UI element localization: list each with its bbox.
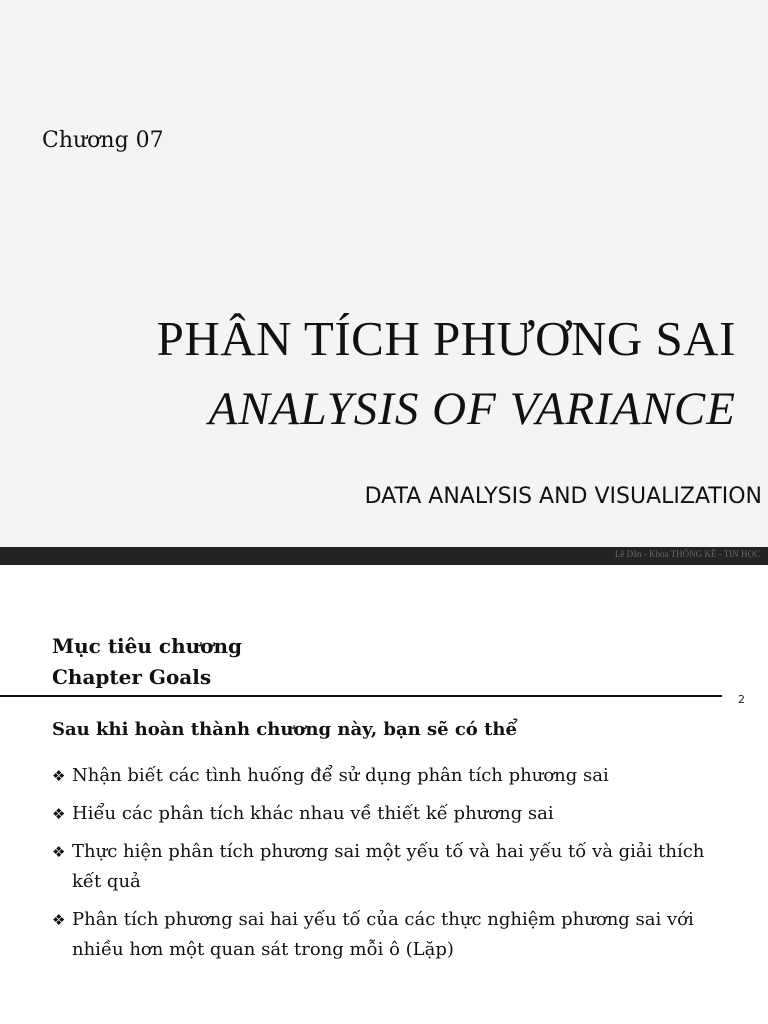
- course-name: DATA ANALYSIS AND VISUALIZATION: [364, 484, 762, 509]
- goals-heading: [52, 631, 242, 693]
- diamond-bullet-icon: ❖: [52, 911, 66, 929]
- goals-heading-vietnamese: Mục tiêu chương: [52, 634, 243, 658]
- diamond-bullet-icon: ❖: [52, 805, 66, 823]
- goal-text: Thực hiện phân tích phương sai một yếu tố và hai yếu tố và giải thích kết quả: [72, 841, 705, 892]
- footer-author: Lê Dân - Khoa THỐNG KÊ - TIN HỌC: [614, 549, 760, 559]
- goal-item: [52, 799, 732, 829]
- goals-slide: [0, 565, 768, 1024]
- page-number: 2: [738, 693, 745, 706]
- goals-intro: Sau khi hoàn thành chương này, bạn sẽ có thể: [52, 719, 517, 740]
- footer-bar: [0, 547, 768, 565]
- goals-heading-english: Chapter Goals: [52, 665, 212, 689]
- diamond-bullet-icon: ❖: [52, 843, 66, 861]
- diamond-bullet-icon: ❖: [52, 767, 66, 785]
- goal-text: Hiểu các phân tích khác nhau về thiết kế phương sai: [72, 803, 554, 824]
- goal-item: [52, 905, 732, 965]
- goal-list: [52, 761, 732, 973]
- slide-title-english: ANALYSIS OF VARIANCE: [208, 383, 736, 435]
- goal-text: Nhận biết các tình huống để sử dụng phân tích phương sai: [72, 765, 609, 786]
- slide-title-vietnamese: PHÂN TÍCH PHƯƠNG SAI: [156, 311, 736, 366]
- goal-item: [52, 761, 732, 791]
- heading-divider: [0, 695, 722, 697]
- chapter-label: Chương 07: [42, 128, 164, 153]
- goal-item: [52, 837, 732, 897]
- goal-text: Phân tích phương sai hai yếu tố của các thực nghiệm phương sai với nhiều hơn một quan sát trong mỗi ô (Lặp): [72, 909, 694, 960]
